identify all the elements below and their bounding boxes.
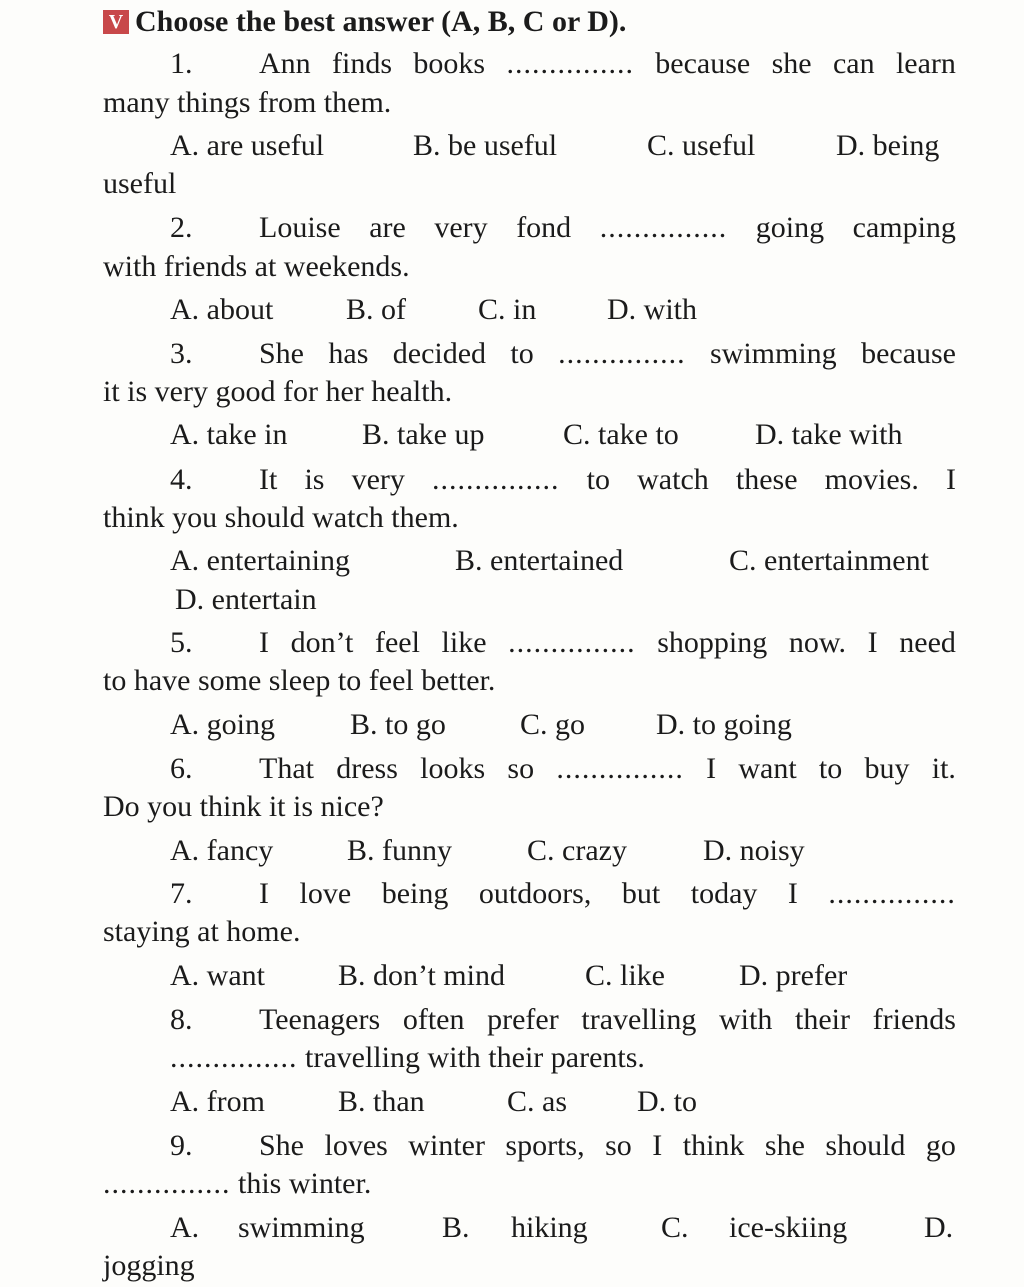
word: decided	[392, 337, 487, 370]
word: so	[507, 752, 535, 785]
option-b[interactable]: B. funny	[347, 834, 452, 867]
word: movies.	[824, 463, 919, 496]
word: finds	[332, 47, 393, 80]
word: with	[719, 1003, 773, 1036]
question-3	[170, 334, 956, 374]
option-c[interactable]: C. as	[507, 1085, 567, 1118]
option-c[interactable]: ice-skiing	[729, 1211, 848, 1244]
word: very	[434, 211, 488, 244]
section-number-badge: V	[103, 10, 129, 34]
word: can	[832, 47, 875, 80]
option-continuation[interactable]: jogging	[103, 1249, 195, 1282]
option-b[interactable]: B. entertained	[455, 544, 624, 577]
option-d[interactable]: D. noisy	[703, 834, 805, 867]
word: to	[510, 337, 534, 370]
option-d[interactable]: D. entertain	[175, 583, 317, 616]
question-number: 1.	[170, 47, 193, 80]
continuation-text: this winter.	[238, 1167, 372, 1200]
option-a[interactable]: A. about	[170, 293, 274, 326]
word: fond	[516, 211, 572, 244]
answer-blank[interactable]: ...............	[828, 877, 956, 910]
answer-blank[interactable]: ...............	[556, 752, 684, 785]
question-6	[170, 749, 956, 789]
word: sports,	[505, 1129, 585, 1162]
question-continuation: it is very good for her health.	[103, 375, 453, 408]
question-number: 4.	[170, 463, 193, 496]
option-b[interactable]: B. to go	[350, 708, 446, 741]
option-c[interactable]: C. useful	[647, 129, 756, 162]
word: she	[771, 47, 812, 80]
option-c[interactable]: C. crazy	[527, 834, 627, 867]
word: She	[259, 337, 304, 370]
question-7	[170, 874, 956, 914]
question-number: 3.	[170, 337, 193, 370]
option-a[interactable]: A. from	[170, 1085, 265, 1118]
option-d[interactable]: D. prefer	[739, 959, 848, 992]
option-b[interactable]: B. don’t mind	[338, 959, 505, 992]
option-c[interactable]: C. take to	[563, 418, 679, 451]
section-title: Choose the best answer (A, B, C or D).	[135, 5, 627, 38]
question-7-options	[0, 956, 1024, 996]
option-a[interactable]: A. want	[170, 959, 265, 992]
option-b[interactable]: B. than	[338, 1085, 425, 1118]
answer-blank[interactable]: ...............	[170, 1041, 298, 1074]
option-b[interactable]: B. be useful	[413, 129, 558, 162]
option-a-letter[interactable]: A.	[170, 1211, 200, 1244]
answer-blank[interactable]: ...............	[558, 337, 686, 370]
word: has	[328, 337, 369, 370]
word: outdoors,	[478, 877, 592, 910]
option-c[interactable]: C. in	[478, 293, 537, 326]
option-c[interactable]: C. like	[585, 959, 665, 992]
question-continuation: think you should watch them.	[103, 501, 459, 534]
question-continuation: to have some sleep to feel better.	[103, 664, 496, 697]
option-d[interactable]: D. take with	[755, 418, 903, 451]
option-d[interactable]: D. to	[637, 1085, 697, 1118]
word: looks	[420, 752, 486, 785]
question-1-options	[0, 126, 1024, 166]
option-d[interactable]: D. to going	[656, 708, 792, 741]
question-5-options	[0, 705, 1024, 745]
word: think	[682, 1129, 745, 1162]
question-number: 6.	[170, 752, 193, 785]
word: friends	[872, 1003, 956, 1036]
word: to	[586, 463, 610, 496]
word: I	[706, 752, 717, 785]
word: so	[605, 1129, 632, 1162]
word: feel	[374, 626, 420, 659]
question-1	[170, 44, 956, 84]
word: very	[351, 463, 405, 496]
answer-blank[interactable]: ...............	[432, 463, 560, 496]
word: camping	[852, 211, 956, 244]
question-2-options	[0, 290, 1024, 330]
word: these	[735, 463, 798, 496]
section-heading	[103, 3, 626, 41]
option-a[interactable]: A. take in	[170, 418, 288, 451]
word: need	[899, 626, 956, 659]
word: want	[738, 752, 797, 785]
word: to	[818, 752, 843, 785]
question-4-options	[0, 541, 1024, 581]
question-continuation	[103, 1165, 371, 1203]
question-number: 5.	[170, 626, 193, 659]
question-number: 2.	[170, 211, 193, 244]
question-5	[170, 623, 956, 663]
option-continuation: useful	[103, 167, 177, 200]
word: but	[621, 877, 661, 910]
option-c-letter[interactable]: C.	[661, 1211, 689, 1244]
word: shopping	[657, 626, 768, 659]
question-continuation: staying at home.	[103, 915, 301, 948]
answer-blank[interactable]: ...............	[506, 47, 634, 80]
word: are	[369, 211, 406, 244]
question-2	[170, 208, 956, 248]
question-continuation: Do you think it is nice?	[103, 790, 384, 823]
word: it.	[931, 752, 956, 785]
word: going	[755, 211, 825, 244]
word: Ann	[259, 47, 311, 80]
word: That	[259, 752, 314, 785]
option-b[interactable]: B. take up	[362, 418, 485, 451]
question-number: 9.	[170, 1129, 193, 1162]
word: dress	[336, 752, 398, 785]
question-number: 8.	[170, 1003, 193, 1036]
word: I	[259, 877, 269, 910]
word: often	[402, 1003, 465, 1036]
word: don’t	[290, 626, 354, 659]
option-b-letter[interactable]: B.	[442, 1211, 470, 1244]
option-c[interactable]: C. entertainment	[729, 544, 929, 577]
word: I	[652, 1129, 663, 1162]
word: books	[413, 47, 486, 80]
option-d[interactable]: D. with	[607, 293, 697, 326]
word: learn	[895, 47, 956, 80]
continuation-text: travelling with their parents.	[305, 1041, 645, 1074]
question-8-options	[0, 1082, 1024, 1122]
word: because	[655, 47, 751, 80]
word: their	[795, 1003, 850, 1036]
word: travelling	[581, 1003, 697, 1036]
answer-blank[interactable]: ...............	[508, 626, 636, 659]
word: buy	[864, 752, 910, 785]
answer-blank[interactable]: ...............	[103, 1167, 231, 1200]
word: I	[867, 626, 878, 659]
option-a[interactable]: A. entertaining	[170, 544, 350, 577]
word: Louise	[259, 211, 341, 244]
option-d[interactable]: D. being	[836, 129, 940, 162]
question-continuation: many things from them.	[103, 86, 392, 119]
word: today	[690, 877, 758, 910]
option-a[interactable]: swimming	[238, 1211, 365, 1244]
word: It	[259, 463, 278, 496]
word: because	[861, 337, 956, 370]
word: she	[764, 1129, 805, 1162]
word: prefer	[487, 1003, 559, 1036]
word: Teenagers	[259, 1003, 381, 1036]
question-continuation: with friends at weekends.	[103, 250, 410, 283]
word: I	[259, 626, 269, 659]
option-a[interactable]: A. going	[170, 708, 275, 741]
word: winter	[408, 1129, 485, 1162]
word: swimming	[710, 337, 837, 370]
option-continuation	[175, 580, 317, 620]
option-c[interactable]: C. go	[520, 708, 586, 741]
word: should	[825, 1129, 906, 1162]
question-6-options	[0, 831, 1024, 871]
word: I	[945, 463, 956, 496]
option-a[interactable]: A. are useful	[170, 129, 325, 162]
word: now.	[788, 626, 847, 659]
option-a[interactable]: A. fancy	[170, 834, 274, 867]
option-d-letter[interactable]: D.	[924, 1211, 954, 1244]
word: like	[441, 626, 487, 659]
word: love	[299, 877, 352, 910]
word: watch	[637, 463, 709, 496]
word: She	[259, 1129, 304, 1162]
word: loves	[324, 1129, 388, 1162]
question-3-options	[0, 415, 1024, 455]
question-4	[170, 460, 956, 500]
question-number: 7.	[170, 877, 193, 910]
word: I	[787, 877, 798, 910]
word: being	[381, 877, 449, 910]
word: go	[925, 1129, 956, 1162]
answer-blank[interactable]: ...............	[599, 211, 728, 244]
question-8	[170, 1000, 956, 1040]
option-b[interactable]: B. of	[346, 293, 406, 326]
question-9	[170, 1126, 956, 1166]
question-continuation	[170, 1039, 645, 1077]
word: is	[304, 463, 325, 496]
option-b[interactable]: hiking	[511, 1211, 588, 1244]
question-9-options	[0, 1208, 1024, 1248]
